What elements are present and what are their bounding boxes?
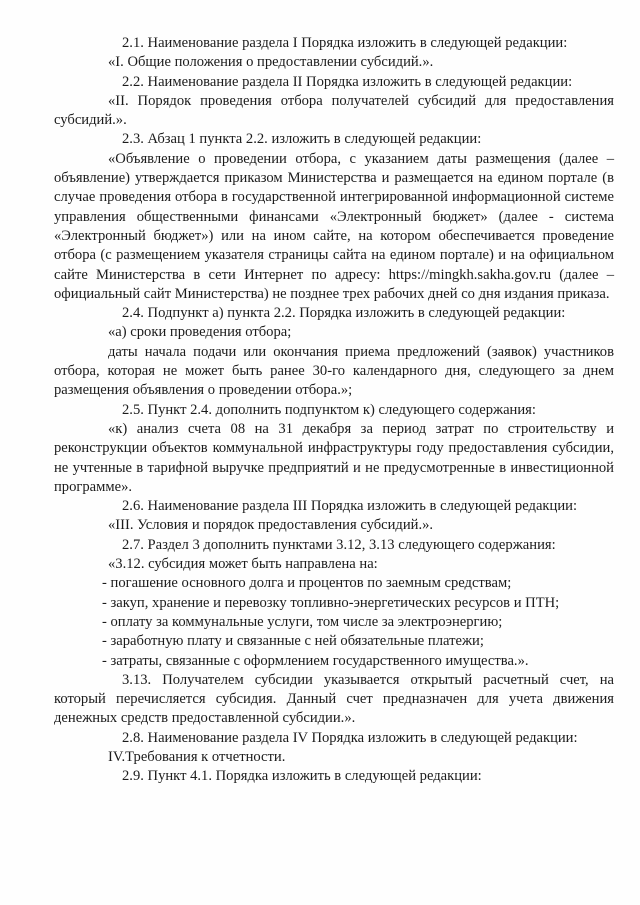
list-item-salary: - заработную плату и связанные с ней обязательные платежи; bbox=[102, 633, 484, 650]
paragraph-2-3: 2.3. Абзац 1 пункта 2.2. изложить в следующей редакции: bbox=[122, 131, 482, 148]
paragraph-2-1: 2.1. Наименование раздела I Порядка изложить в следующей редакции: bbox=[122, 35, 568, 51]
paragraph-2-5: 2.5. Пункт 2.4. дополнить подпунктом к) следующего содержания: bbox=[122, 401, 536, 418]
paragraph-subitem-k: «к) анализ счета 08 на 31 декабря за период затрат по строительству и реконструкции объектов коммунальной инфраструктуры году предоставления субсидии, не учтенные в тарифной выручке предприятий и не предусмотренные в инвестиционной программе». bbox=[54, 420, 614, 495]
paragraph-2-7: 2.7. Раздел 3 дополнить пунктами 3.12, 3.13 следующего содержания: bbox=[122, 536, 556, 553]
list-item-fuel: - закуп, хранение и перевозку топливно-энергетических ресурсов и ПТН; bbox=[102, 594, 560, 611]
paragraph-announcement: «Объявление о проведении отбора, с указанием даты размещения (далее – объявление) утверждается приказом Министерства и размещается на едином портале (в случае проведения отбора в государственной интегрированной информационной системе управления общественными финансами «Электронный бюджет» (далее - система «Электронный бюджет») или на ином сайте, на котором обеспечивается проведение отбора (с размещением указателя страницы сайта на едином портале) и на официальном сайте Министерства в сети Интернет по адресу: https://mingkh.sakha.gov.ru (далее – официальный сайт Министерства) не позднее трех рабочих дней со дня издания приказа. bbox=[54, 150, 614, 302]
paragraph-2-8: 2.8. Наименование раздела IV Порядка изложить в следующей редакции: bbox=[122, 729, 578, 746]
paragraph-subitem-a: «а) сроки проведения отбора; bbox=[108, 324, 292, 341]
paragraph-section-4-title: IV.Требования к отчетности. bbox=[108, 748, 286, 765]
paragraph-section-3-title: «III. Условия и порядок предоставления субсидий.». bbox=[108, 517, 434, 534]
list-item-property: - затраты, связанные с оформлением государственного имущества.». bbox=[102, 652, 529, 669]
paragraph-dates: даты начала подачи или окончания приема предложений (заявок) участников отбора, которая не может быть ранее 30-го календарного дня, следующего за днем размещения объявления о проведении отбора.»; bbox=[54, 343, 614, 399]
paragraph-2-9: 2.9. Пункт 4.1. Порядка изложить в следующей редакции: bbox=[122, 768, 482, 785]
list-item-debt: - погашение основного долга и процентов по заемным средствам; bbox=[102, 575, 512, 592]
paragraph-2-6: 2.6. Наименование раздела III Порядка изложить в следующей редакции: bbox=[122, 498, 577, 515]
paragraph-3-12: «3.12. субсидия может быть направлена на: bbox=[108, 556, 378, 573]
paragraph-2-2: 2.2. Наименование раздела II Порядка изложить в следующей редакции: bbox=[122, 73, 573, 90]
paragraph-section-2-title: «II. Порядок проведения отбора получателей субсидий для предоставления субсидий.». bbox=[54, 92, 614, 129]
document-body bbox=[54, 34, 614, 787]
paragraph-section-1-title: «I. Общие положения о предоставлении субсидий.». bbox=[108, 54, 434, 71]
list-item-utilities: - оплату за коммунальные услуги, том числе за электроэнергию; bbox=[102, 613, 503, 630]
paragraph-3-13: 3.13. Получателем субсидии указывается открытый расчетный счет, на который перечисляется субсидия. Данный счет предназначен для учета движения денежных средств предоставленной субсидии.». bbox=[54, 671, 614, 727]
paragraph-2-4: 2.4. Подпункт а) пункта 2.2. Порядка изложить в следующей редакции: bbox=[122, 305, 566, 322]
